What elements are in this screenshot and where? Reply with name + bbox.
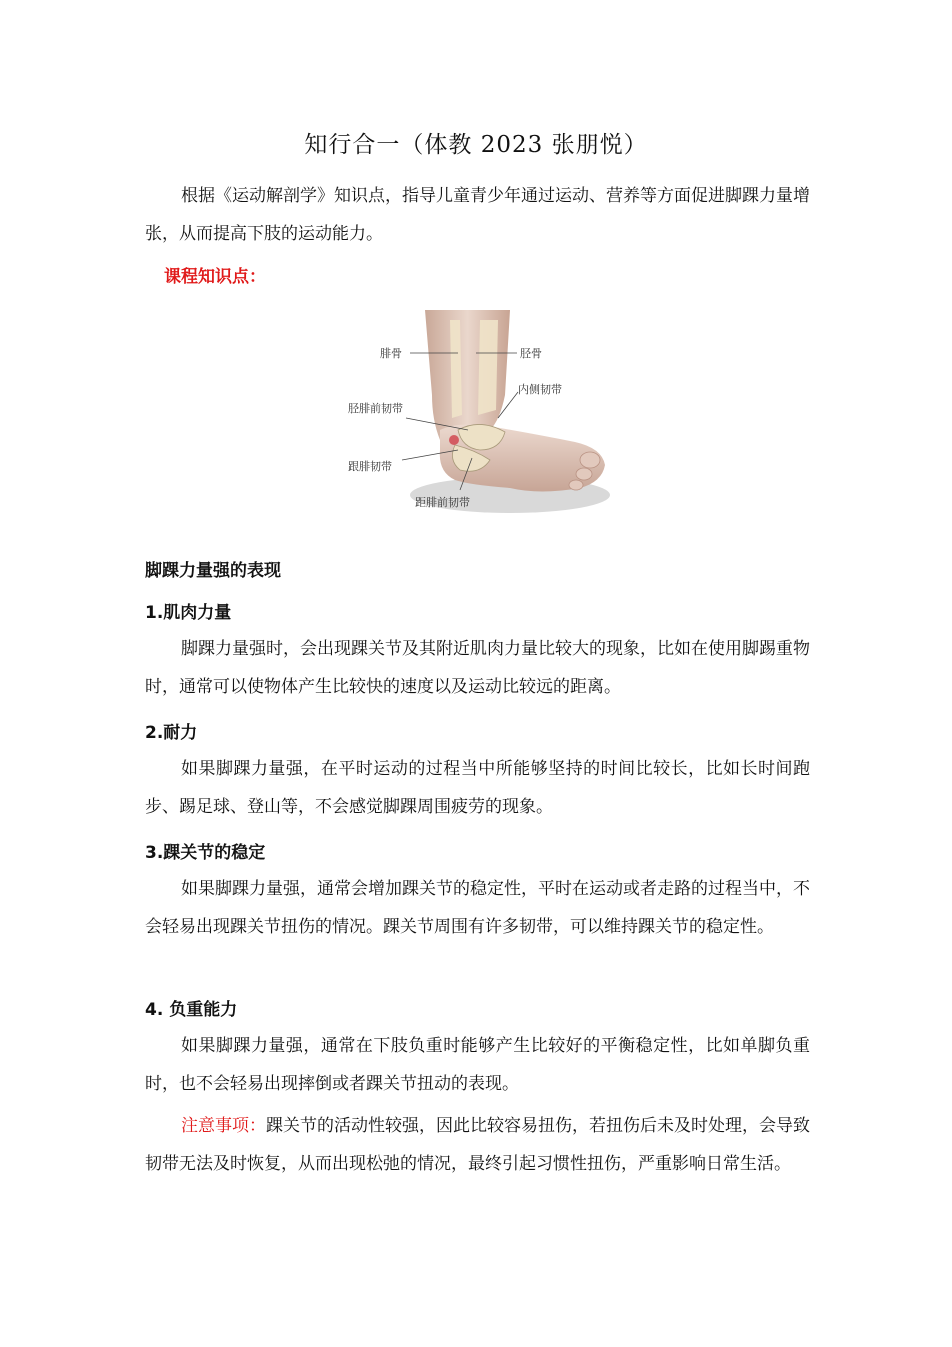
item-body: 如果脚踝力量强，在平时运动的过程当中所能够坚持的时间比较长，比如长时间跑步、踢足球、登山等，不会感觉脚踝周围疲劳的现象。 <box>145 759 810 817</box>
label-medial-ligament: 内侧韧带 <box>518 383 562 396</box>
page-title: 知行合一（体教 2023 张朋悦） <box>304 132 648 158</box>
notice-paragraph <box>145 1107 810 1183</box>
intro-paragraph: 根据《运动解剖学》知识点，指导儿童青少年通过运动、营养等方面促进脚踝力量增张，从而提高下肢的运动能力。 <box>145 186 810 244</box>
label-anterior-tibiofibular: 胫腓前韧带 <box>348 402 403 415</box>
item-heading: 4. 负重能力 <box>145 1000 238 1020</box>
item-heading: 1.肌肉力量 <box>145 603 232 623</box>
item-body: 如果脚踝力量强，通常会增加踝关节的稳定性，平时在运动或者走路的过程当中，不会轻易出现踝关节扭伤的情况。踝关节周围有许多韧带，可以维持踝关节的稳定性。 <box>145 879 810 937</box>
ankle-anatomy-figure <box>340 300 615 525</box>
label-calcaneofibular: 跟腓韧带 <box>348 460 392 473</box>
label-tibia: 胫骨 <box>520 347 542 360</box>
notice-body: 踝关节的活动性较强，因此比较容易扭伤，若扭伤后未及时处理，会导致韧带无法及时恢复，从而出现松弛的情况，最终引起习惯性扭伤，严重影响日常生活。 <box>145 1116 810 1174</box>
label-anterior-talofibular: 距腓前韧带 <box>415 496 470 509</box>
item-body: 如果脚踝力量强，通常在下肢负重时能够产生比较好的平衡稳定性，比如单脚负重时，也不会轻易出现摔倒或者踝关节扭动的表现。 <box>145 1036 810 1094</box>
item-body: 脚踝力量强时，会出现踝关节及其附近肌肉力量比较大的现象，比如在使用脚踢重物时，通常可以使物体产生比较快的速度以及运动比较远的距离。 <box>145 639 810 697</box>
course-knowledge-label: 课程知识点： <box>164 267 266 287</box>
notice-label: 注意事项： <box>181 1116 266 1136</box>
item-heading: 2.耐力 <box>145 723 198 743</box>
section-title: 脚踝力量强的表现 <box>145 561 281 581</box>
item-heading: 3.踝关节的稳定 <box>145 843 266 863</box>
label-fibula: 腓骨 <box>380 347 402 360</box>
